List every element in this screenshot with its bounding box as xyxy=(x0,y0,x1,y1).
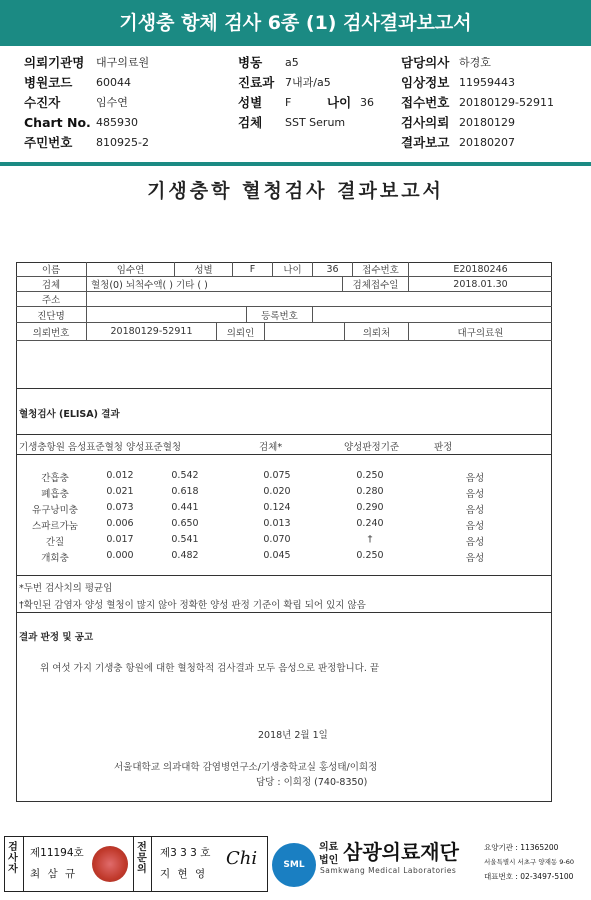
table-row xyxy=(0,486,591,502)
cutoff-value: 0.280 xyxy=(356,486,384,497)
org-english-name: Samkwang Medical Laboratories xyxy=(320,866,457,875)
sml-logo-icon: SML xyxy=(272,843,316,887)
verdict: 음성 xyxy=(465,505,485,516)
section-divider-2 xyxy=(16,434,552,435)
header-row-5 xyxy=(0,134,591,152)
official-seal-icon xyxy=(92,846,128,882)
clinical-info-label: 임상정보 xyxy=(401,75,450,90)
header-row-1 xyxy=(0,54,591,72)
chart-no-label: Chart No. xyxy=(24,115,91,130)
col-header-antigens: 기생충항원 음성표준혈청 양성표준혈청 xyxy=(19,442,182,453)
org-prefix-2: 법인 xyxy=(319,855,339,866)
antigen-name: 폐흡충 xyxy=(41,489,69,500)
cutoff-value: † xyxy=(367,534,373,545)
age-label-doc: 나이 xyxy=(272,262,312,276)
form-row-specimen xyxy=(16,277,552,292)
antigen-name: 간질 xyxy=(45,537,65,548)
positive-control: 0.542 xyxy=(171,470,199,481)
section-divider-4 xyxy=(16,612,552,613)
negative-control: 0.006 xyxy=(106,518,134,529)
antigen-name: 간흡충 xyxy=(41,473,69,484)
form-row-name xyxy=(16,262,552,277)
verdict: 음성 xyxy=(465,473,485,484)
negative-control: 0.012 xyxy=(106,470,134,481)
positive-control: 0.618 xyxy=(171,486,199,497)
sex-label: 성별 xyxy=(238,95,263,110)
specialist-license: 제3 3 3 호 xyxy=(160,847,211,859)
positive-control: 0.441 xyxy=(171,502,199,513)
sex-label-doc: 성별 xyxy=(174,262,232,276)
report-issue-date: 2018년 2월 1일 xyxy=(258,730,328,741)
lab-technician-name: 최 삼 규 xyxy=(30,868,78,880)
table-row xyxy=(0,518,591,534)
ward-label: 병동 xyxy=(238,55,263,70)
footer-divider-2 xyxy=(133,836,134,892)
table-row xyxy=(0,470,591,486)
positive-control: 0.541 xyxy=(171,534,199,545)
specimen-label-doc: 검체 xyxy=(41,280,61,291)
resident-no-value: 810925-2 xyxy=(96,136,149,149)
antigen-name: 개회충 xyxy=(41,553,69,564)
header-row-3 xyxy=(0,94,591,112)
elisa-section-title: 혈청검사 (ELISA) 결과 xyxy=(19,409,120,420)
clinical-info-value: 11959443 xyxy=(459,76,515,89)
verdict: 음성 xyxy=(465,537,485,548)
specialist-signature: Chi xyxy=(226,848,258,869)
header-row-4 xyxy=(0,114,591,132)
report-title: 기생충 항체 검사 6종 (1) 검사결과보고서 xyxy=(0,0,591,46)
table-header-divider xyxy=(16,454,552,455)
requesting-inst-label: 의뢰처 xyxy=(344,323,408,340)
ward-value: a5 xyxy=(285,56,299,69)
requester-label: 의뢰인 xyxy=(216,323,264,340)
form-row-diagnosis xyxy=(16,307,552,323)
request-date-value: 20180129 xyxy=(459,116,515,129)
footnote-average: *두번 검사치의 평균임 xyxy=(19,583,113,594)
org-address: 서울특별시 서초구 양재동 9-60 xyxy=(484,858,575,866)
contact-person: 담당 : 이희정 (740-8350) xyxy=(256,777,368,788)
doctor-value: 하경호 xyxy=(459,56,491,69)
negative-control: 0.017 xyxy=(106,534,134,545)
col-header-cutoff: 양성판정기준 xyxy=(344,442,400,453)
org-prefix-1: 의료 xyxy=(319,842,339,853)
specialist-label: 전문의 xyxy=(137,842,147,875)
diagnosis-label: 진단명 xyxy=(37,310,65,322)
col-header-verdict: 판정 xyxy=(434,442,453,453)
lab-technician-label: 검사자 xyxy=(8,842,18,875)
name-label: 이름 xyxy=(41,265,61,276)
request-no-value: 20180129-52911 xyxy=(86,323,216,340)
requesting-inst-value: 대구의료원 xyxy=(408,323,552,340)
verdict: 음성 xyxy=(465,489,485,500)
chart-no-value: 485930 xyxy=(96,116,138,129)
specimen-date-value: 2018.01.30 xyxy=(408,277,552,291)
address-value xyxy=(86,292,552,306)
address-label: 주소 xyxy=(41,295,61,306)
conclusion-title: 결과 판정 및 공고 xyxy=(19,632,94,643)
lab-technician-license: 제11194호 xyxy=(30,847,84,859)
age-value: 36 xyxy=(360,96,374,109)
col-header-specimen: 검체* xyxy=(259,442,283,453)
specimen-value-cell: 0.124 xyxy=(263,502,291,513)
receipt-no-value: 20180129-52911 xyxy=(459,96,554,109)
specimen-value-cell: 0.075 xyxy=(263,470,291,481)
sex-value: F xyxy=(285,96,292,109)
antigen-name: 유구낭미충 xyxy=(32,505,78,516)
negative-control: 0.000 xyxy=(106,550,134,561)
verdict: 음성 xyxy=(465,553,485,564)
receipt-label-doc: 접수번호 xyxy=(352,262,408,276)
specimen-date-label: 검체접수일 xyxy=(342,277,408,291)
specimen-label: 검체 xyxy=(238,115,263,130)
hospital-code-value: 60044 xyxy=(96,76,131,89)
patient-label: 수진자 xyxy=(24,95,61,110)
negative-control: 0.021 xyxy=(106,486,134,497)
section-divider-3 xyxy=(16,575,552,576)
report-date-value: 20180207 xyxy=(459,136,515,149)
specimen-value-cell: 0.020 xyxy=(263,486,291,497)
org-code: 요양기관 : 11365200 xyxy=(484,843,559,852)
footnote-cutoff: †확인된 감염자 양성 혈청이 많지 않아 정확한 양성 판정 기준이 확립 되어 있지 않음 xyxy=(19,600,366,611)
negative-control: 0.073 xyxy=(106,502,134,513)
institution-label: 의뢰기관명 xyxy=(24,55,85,70)
table-row xyxy=(0,534,591,550)
org-name: 삼광의료재단 xyxy=(343,840,459,864)
form-row-address xyxy=(16,292,552,307)
request-date-label: 검사의뢰 xyxy=(401,115,450,130)
document-title: 기생충학 혈청검사 결과보고서 xyxy=(147,180,444,202)
positive-control: 0.650 xyxy=(171,518,199,529)
registration-value xyxy=(312,307,552,322)
doctor-label: 담당의사 xyxy=(401,55,450,70)
age-value-doc: 36 xyxy=(312,262,352,276)
age-label: 나이 xyxy=(327,95,352,110)
department-label: 진료과 xyxy=(238,75,275,90)
cutoff-value: 0.250 xyxy=(356,550,384,561)
table-row xyxy=(0,550,591,566)
report-header xyxy=(0,50,591,158)
specimen-value-cell: 0.013 xyxy=(263,518,291,529)
sex-value-doc: F xyxy=(232,262,272,276)
cutoff-value: 0.250 xyxy=(356,470,384,481)
request-no-label: 의뢰번호 xyxy=(32,327,70,339)
resident-no-label: 주민번호 xyxy=(24,135,73,150)
antigen-name: 스파르가눔 xyxy=(32,521,78,532)
table-row xyxy=(0,502,591,518)
header-row-2 xyxy=(0,74,591,92)
form-row-request xyxy=(16,323,552,341)
specimen-value-cell: 0.070 xyxy=(263,534,291,545)
name-value: 임수연 xyxy=(86,262,174,276)
hospital-code-label: 병원코드 xyxy=(24,75,73,90)
footer-divider-1 xyxy=(23,836,24,892)
verdict: 음성 xyxy=(465,521,485,532)
cutoff-value: 0.290 xyxy=(356,502,384,513)
patient-value: 임수연 xyxy=(96,96,128,109)
receipt-value-doc: E20180246 xyxy=(408,262,552,276)
specimen-value-cell: 0.045 xyxy=(263,550,291,561)
signing-institution: 서울대학교 의과대학 감염병연구소/기생충학교실 홍성태/이희정 xyxy=(114,762,378,773)
institution-value: 대구의료원 xyxy=(96,56,150,69)
section-divider-1 xyxy=(16,388,552,389)
registration-label: 등록번호 xyxy=(246,307,312,322)
org-phone: 대표번호 : 02-3497-5100 xyxy=(484,872,574,881)
receipt-no-label: 접수번호 xyxy=(401,95,450,110)
specialist-name: 지 현 영 xyxy=(160,868,208,880)
requester-value xyxy=(264,323,344,340)
cutoff-value: 0.240 xyxy=(356,518,384,529)
diagnosis-value xyxy=(86,307,246,322)
specimen-type-doc: 혈청(0) 뇌척수액( ) 기타 ( ) xyxy=(86,277,342,291)
report-date-label: 결과보고 xyxy=(401,135,450,150)
conclusion-text: 위 여섯 가지 기생충 항원에 대한 혈청학적 검사결과 모두 음성으로 판정합니다. 끝 xyxy=(40,663,380,674)
specimen-value: SST Serum xyxy=(285,116,346,129)
department-value: 7내과/a5 xyxy=(285,76,331,89)
footer-divider-3 xyxy=(151,836,152,892)
positive-control: 0.482 xyxy=(171,550,199,561)
